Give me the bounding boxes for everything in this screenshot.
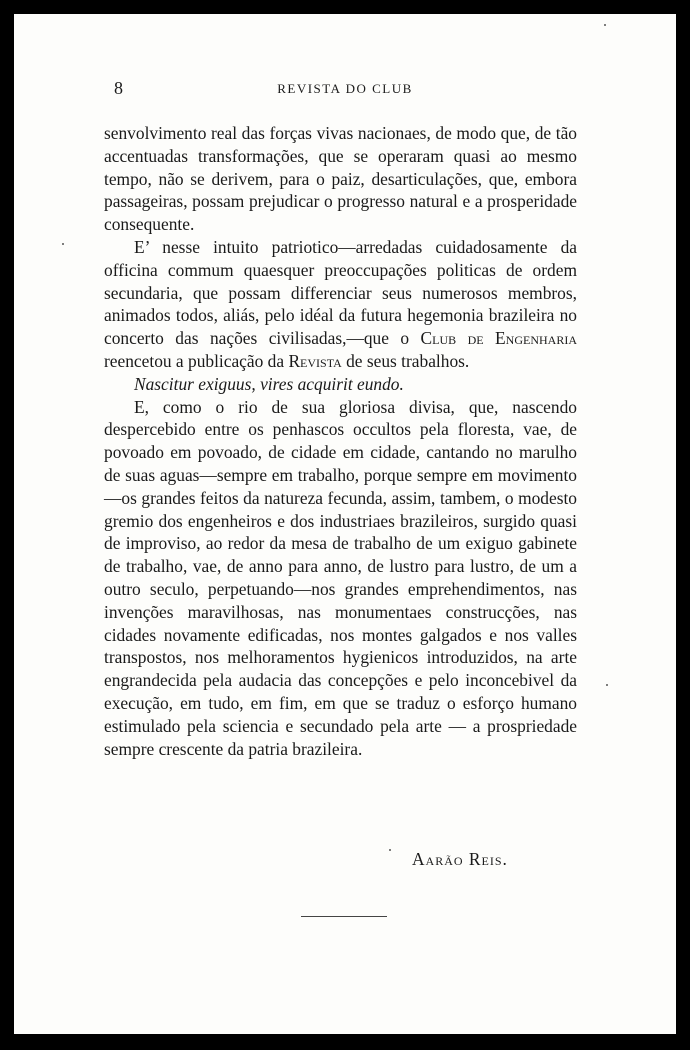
end-divider xyxy=(301,916,387,917)
running-head: REVISTA DO CLUB xyxy=(277,81,413,96)
page-number: 8 xyxy=(114,78,123,98)
paragraph-2-end: de seus trabalhos. xyxy=(341,350,470,371)
paragraph-2-start: E’ nesse intuito patriotico—arredadas cuidadosamente da officina commum quaesquer preoccupações politicas de ordem secundaria, que possam differenciar seus numerosos membros, animados todos, aliás, pelo idéal da futura hegemonia brazileira no concerto das nações civilisadas,—que o xyxy=(104,236,577,349)
paper-speck xyxy=(62,243,64,245)
paragraph-3: E, como o rio de sua gloriosa divisa, que, nascendo despercebido entre os penhascos occultos pela floresta, vae, de povoado em povoado, de cidade em cidade, cantando no marulho de suas aguas—sempre em trabalho, porque sempre em movimento—os grandes feitos da natureza fecunda, assim, tambem, o modesto gremio dos engenheiros e dos industriaes brazileiros, surgido quasi de improviso, ao redor da mesa de trabalho de um exiguo gabinete de trabalho, vae, de anno para anno, de lustro para lustro, de um a outro seculo, perpetuando—nos grandes emprehendimentos, nas invenções maravilhosas, nas monumentaes construcções, nas cidades novamente edificadas, nos montes galgados e nos valles transpostos, nos melhoramentos hygienicos introduzidos, na arte engrandecida pela audacia das concepções e pelo inconcebivel da execução, em tudo, em fim, em que se traduz o esforço humano estimulado pela sciencia e secundado pela arte — a prospriedade sempre crescente da patria brazileira. xyxy=(104,396,577,759)
paper-speck xyxy=(389,849,391,851)
latin-motto: Nascitur exiguus, vires acquirit eundo. xyxy=(134,373,404,394)
revista-name: Revista xyxy=(288,350,342,371)
article-body xyxy=(104,122,577,760)
author-signature: Aarão Reis. xyxy=(412,849,508,869)
paragraph-1: senvolvimento real das forças vivas nacionaes, de modo que, de tão accentuadas transformações, que se operaram quasi ao mesmo tempo, não se derivem, para o paiz, desarticulações, que, embora passageiras, possam prejudicar o progresso natural e a prosperidade consequente. xyxy=(104,123,577,235)
club-name: Club de Engenharia xyxy=(420,328,577,349)
document-page xyxy=(14,14,676,1034)
page-header xyxy=(14,78,676,102)
paper-speck xyxy=(604,24,606,26)
paper-speck xyxy=(606,684,608,686)
paragraph-2 xyxy=(104,236,577,373)
paragraph-2-mid: reencetou a publicação da xyxy=(104,350,289,371)
